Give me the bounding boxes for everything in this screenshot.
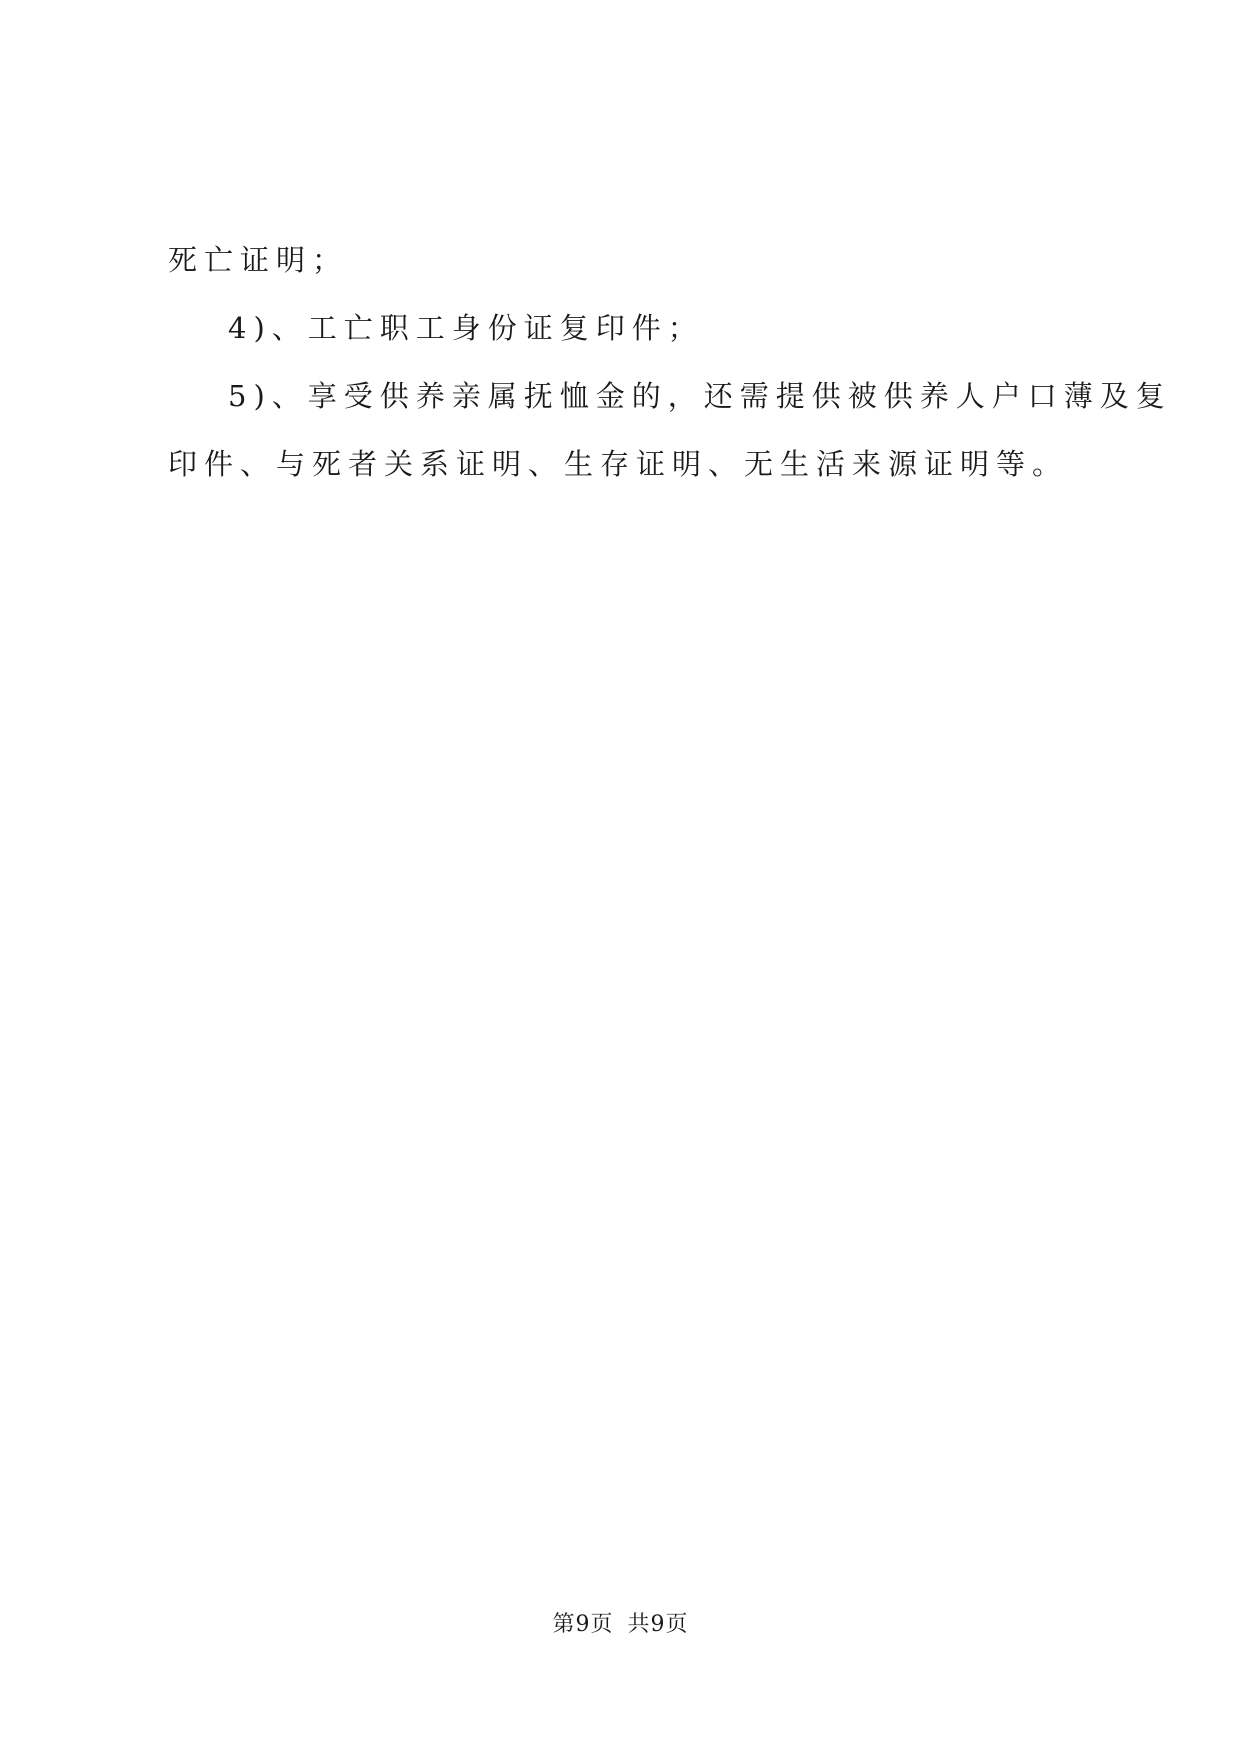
page-footer — [0, 1610, 1241, 1640]
page-total: 共9页 — [627, 1612, 689, 1637]
text-line-3: 5)、享受供养亲属抚恤金的，还需提供被供养人户口薄及复 — [228, 379, 1172, 413]
text-line-1: 死亡证明； — [168, 243, 349, 277]
page-number: 第9页 — [552, 1612, 614, 1637]
document-body — [168, 226, 1172, 498]
text-line-2: 4)、工亡职工身份证复印件； — [228, 311, 704, 345]
text-line-4: 印件、与死者关系证明、生存证明、无生活来源证明等。 — [168, 447, 1069, 481]
